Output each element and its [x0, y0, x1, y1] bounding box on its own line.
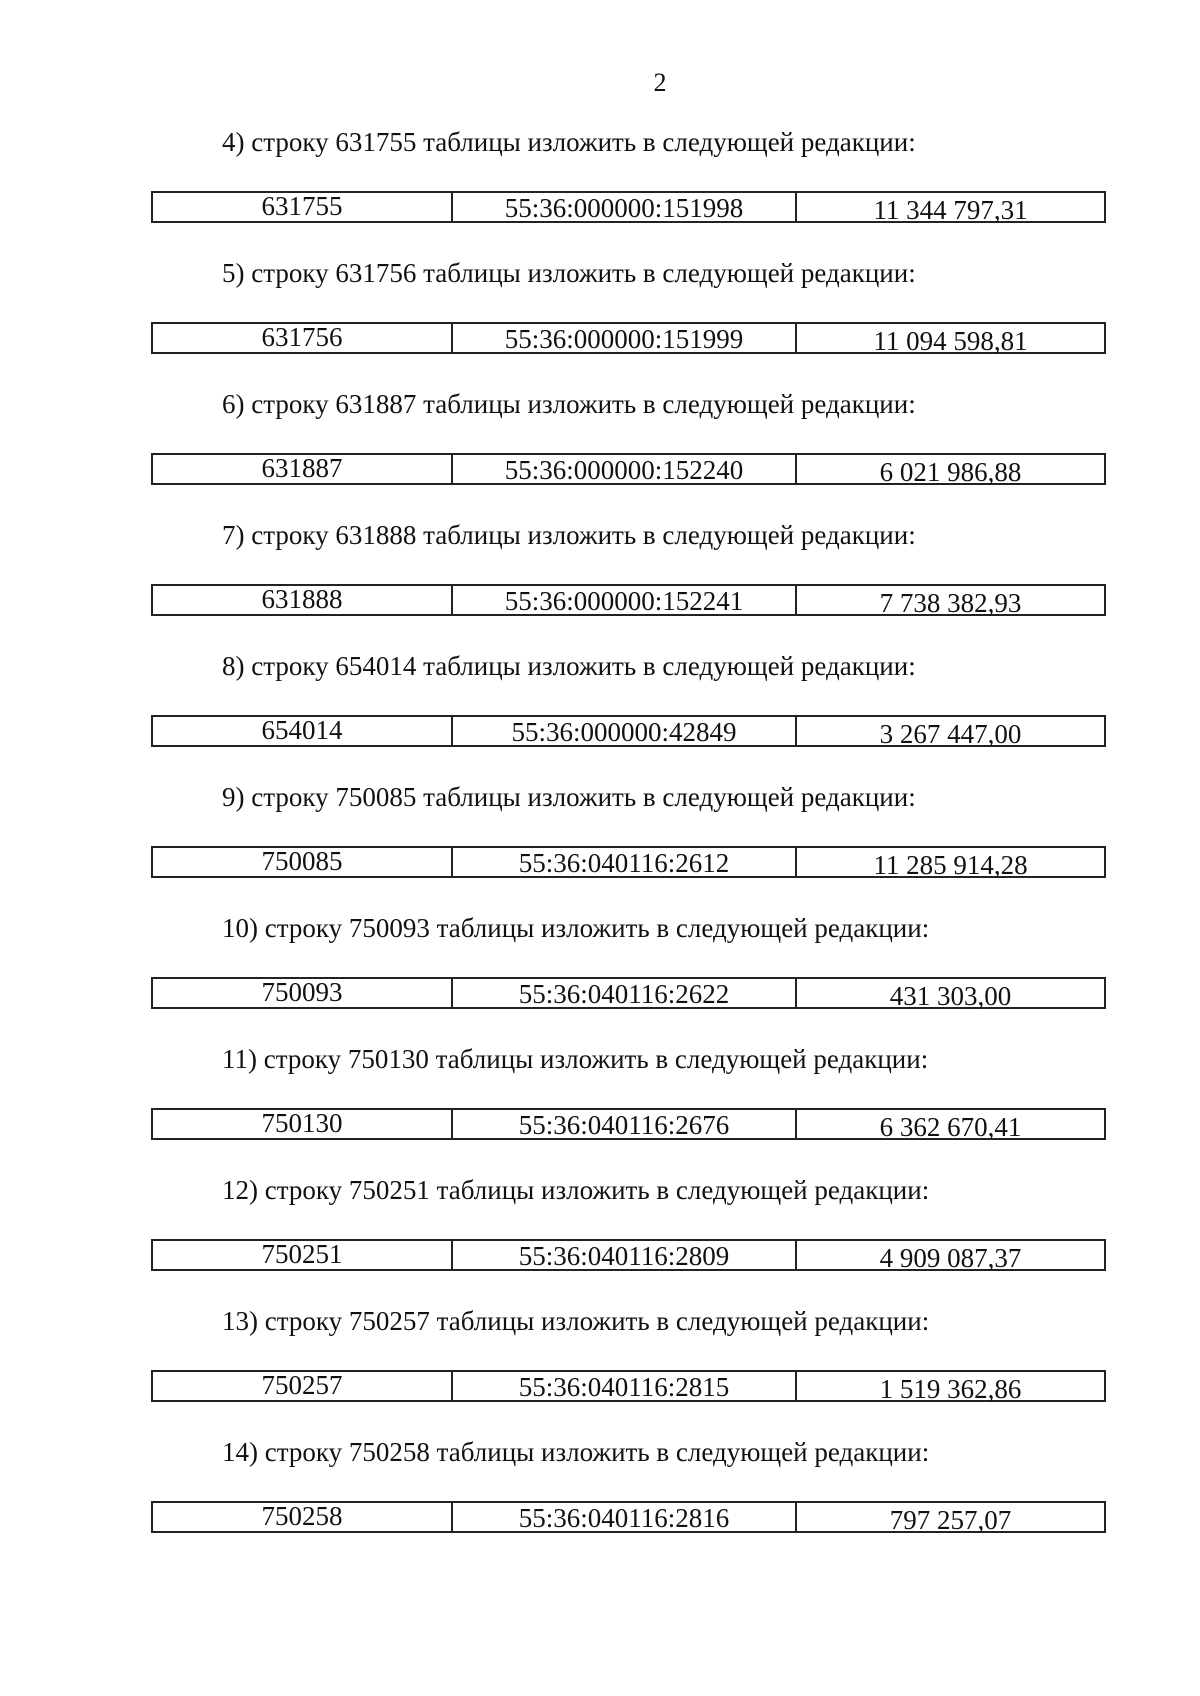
table-row: [151, 715, 1106, 747]
amendment-item: [0, 388, 1200, 519]
cadastral-number: 55:36:000000:151998: [453, 193, 797, 221]
table-row: [151, 584, 1106, 616]
cadastral-number: 55:36:040116:2815: [453, 1372, 797, 1400]
cadastral-number: 55:36:040116:2622: [453, 979, 797, 1007]
page-number: 2: [653, 68, 667, 97]
amendment-instruction: 9) строку 750085 таблицы изложить в следующей редакции:: [222, 782, 916, 812]
table-row: [151, 977, 1106, 1009]
cadastral-number: 55:36:040116:2809: [453, 1241, 797, 1269]
row-code: 631888: [153, 586, 453, 614]
cadastral-number: 55:36:040116:2676: [453, 1110, 797, 1138]
cadastral-number: 55:36:000000:42849: [453, 717, 797, 745]
cadastral-number: 55:36:040116:2612: [453, 848, 797, 876]
amendment-instruction: 5) строку 631756 таблицы изложить в следующей редакции:: [222, 258, 916, 288]
amendment-list: [0, 126, 1200, 1567]
row-code: 631756: [153, 324, 453, 352]
cadastral-value: 11 285 914,28: [873, 850, 1028, 880]
amendment-instruction: 4) строку 631755 таблицы изложить в следующей редакции:: [222, 127, 916, 157]
table-row: [151, 1501, 1106, 1533]
table-row: [151, 322, 1106, 354]
row-code: 631755: [153, 193, 453, 221]
amendment-instruction: 11) строку 750130 таблицы изложить в следующей редакции:: [222, 1044, 929, 1074]
cadastral-value: 797 257,07: [889, 1505, 1012, 1535]
cadastral-value: 431 303,00: [889, 981, 1012, 1011]
row-code: 750258: [153, 1503, 453, 1531]
amendment-instruction: 7) строку 631888 таблицы изложить в следующей редакции:: [222, 520, 916, 550]
amendment-instruction: 14) строку 750258 таблицы изложить в следующей редакции:: [222, 1437, 930, 1467]
row-code: 631887: [153, 455, 453, 483]
table-row: [151, 191, 1106, 223]
amendment-item: [0, 126, 1200, 257]
row-code: 750085: [153, 848, 453, 876]
amendment-instruction: 8) строку 654014 таблицы изложить в следующей редакции:: [222, 651, 916, 681]
amendment-item: [0, 781, 1200, 912]
cadastral-value: 4 909 087,37: [879, 1243, 1022, 1273]
amendment-item: [0, 1436, 1200, 1567]
amendment-instruction: 10) строку 750093 таблицы изложить в следующей редакции:: [222, 913, 930, 943]
cadastral-number: 55:36:040116:2816: [453, 1503, 797, 1531]
amendment-item: [0, 257, 1200, 388]
table-row: [151, 1239, 1106, 1271]
amendment-instruction: 12) строку 750251 таблицы изложить в следующей редакции:: [222, 1175, 930, 1205]
table-row: [151, 1370, 1106, 1402]
cadastral-value: 1 519 362,86: [879, 1374, 1022, 1404]
table-row: [151, 1108, 1106, 1140]
amendment-item: [0, 1305, 1200, 1436]
row-code: 750093: [153, 979, 453, 1007]
amendment-item: [0, 912, 1200, 1043]
row-code: 750130: [153, 1110, 453, 1138]
table-row: [151, 846, 1106, 878]
amendment-item: [0, 519, 1200, 650]
cadastral-value: 11 094 598,81: [873, 326, 1028, 356]
cadastral-number: 55:36:000000:152240: [453, 455, 797, 483]
row-code: 750257: [153, 1372, 453, 1400]
cadastral-number: 55:36:000000:151999: [453, 324, 797, 352]
cadastral-value: 6 362 670,41: [879, 1112, 1022, 1142]
row-code: 750251: [153, 1241, 453, 1269]
amendment-item: [0, 650, 1200, 781]
amendment-item: [0, 1174, 1200, 1305]
cadastral-value: 11 344 797,31: [873, 195, 1028, 225]
cadastral-value: 6 021 986,88: [879, 457, 1022, 487]
amendment-item: [0, 1043, 1200, 1174]
cadastral-number: 55:36:000000:152241: [453, 586, 797, 614]
cadastral-value: 3 267 447,00: [879, 719, 1022, 749]
table-row: [151, 453, 1106, 485]
amendment-instruction: 6) строку 631887 таблицы изложить в следующей редакции:: [222, 389, 916, 419]
amendment-instruction: 13) строку 750257 таблицы изложить в следующей редакции:: [222, 1306, 930, 1336]
row-code: 654014: [153, 717, 453, 745]
cadastral-value: 7 738 382,93: [879, 588, 1022, 618]
